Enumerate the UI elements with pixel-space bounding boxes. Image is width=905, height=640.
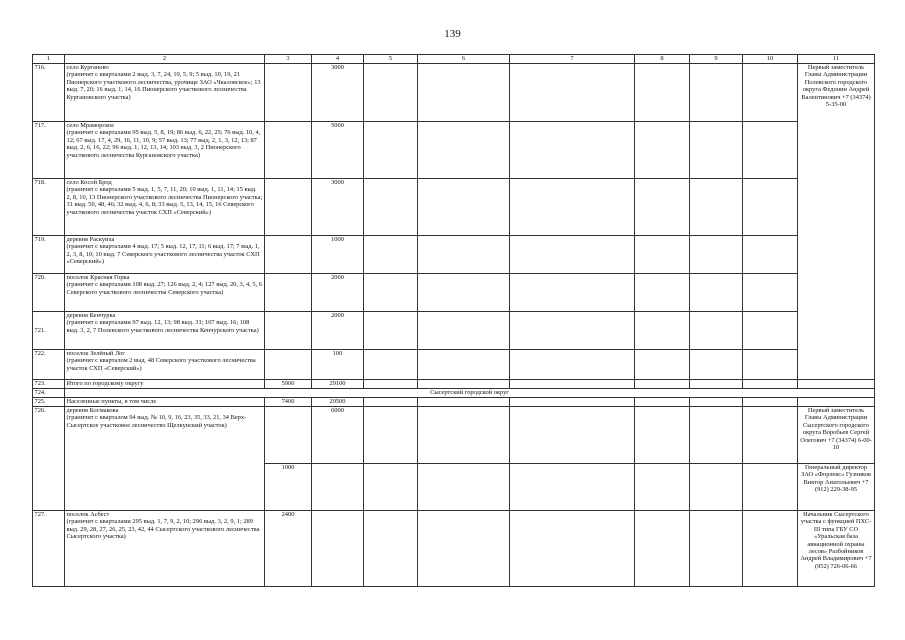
row-number: 721. (33, 312, 65, 350)
table-row (33, 64, 875, 122)
settlement-cell (65, 407, 265, 511)
table-row (33, 350, 875, 380)
value-cell: 2000 (312, 274, 364, 312)
boundary-description: (граничит с кварталами 108 выд. 27; 126 выд. 2, 4; 127 выд. 20, 3, 4, 5, 6 Северского участкового лесничества Северского участка) (66, 281, 262, 296)
table-row (33, 398, 875, 407)
column-header: 8 (635, 55, 690, 64)
value-cell: 5000 (312, 122, 364, 179)
responsible-contact: Первый заместитель Главы Администрации Сысертского городского округа Воробьев Сергей Олегович +7 (34374) 6-00-10 (798, 407, 875, 464)
boundary-description: (граничит с кварталом 94 выд. № 10, 9, 16, 23, 35, 33, 21, 34 Верх-Сысертское участковое лесничество Щелкунский участок) (66, 414, 247, 429)
column-header: 11 (798, 55, 875, 64)
row-number: 724. (33, 389, 65, 398)
table-row (33, 407, 875, 464)
responsible-contact: Первый заместитель Главы Администрации Полевского городского округа Федонин Андрей Валентинович +7 (34374) 5-35-00 (798, 64, 875, 380)
boundary-description: (граничит с кварталами 2 выд. 3, 7, 24, 10, 5, 9; 5 выд. 10, 19, 21 Пионерского участкового лесничества, урочище ЗАО «Чкаловское»; 13 выд. 7, 20; 16 выд. 1, 14, 16 Пионерского участкового лесничества Кургановского участка) (66, 71, 261, 101)
column-header: 4 (312, 55, 364, 64)
value-cell: 7400 (265, 398, 312, 407)
settlement-name: поселок Красная Горка (66, 274, 130, 281)
settlement-cell (65, 236, 265, 274)
row-number: 719. (33, 236, 65, 274)
value-cell: 29100 (312, 380, 364, 389)
value-cell: 6000 (312, 407, 364, 464)
value-cell: 2000 (312, 312, 364, 350)
table-row (33, 179, 875, 236)
forest-fire-table (32, 54, 875, 587)
column-header: 9 (690, 55, 743, 64)
row-number: 720. (33, 274, 65, 312)
settlement-name: деревня Космакова (66, 407, 119, 414)
table-row (33, 380, 875, 389)
settlement-cell (65, 179, 265, 236)
boundary-description: (граничит с кварталом 2 выд. 48 Северского участкового лесничества участок СХП «Северский») (66, 357, 256, 372)
total-label: Итого по городскому округу (65, 380, 265, 389)
boundary-description: (граничит с кварталами 97 выд. 12, 13; 98 выд. 31; 107 выд. 16; 108 выд. 3, 2, 7 Полевского участкового лесничества Кенчурского участка) (66, 319, 259, 334)
table-row (33, 389, 875, 398)
column-header: 10 (743, 55, 798, 64)
settlement-cell (65, 122, 265, 179)
boundary-description: (граничит с кварталами 5 выд. 1, 5, 7, 11, 20; 10 выд. 1, 11, 14; 15 выд. 2, 8, 10, 13 Пионерского участкового лесничества Пионерского участка; 31 выд. 50, 48, 46; 32 выд. 4, 6, 8; 33 выд. 5, 13, 14, 15, 16 Северского участкового лесничества участок СХП «Северский») (66, 186, 263, 216)
value-cell: 3000 (312, 64, 364, 122)
column-header: 3 (265, 55, 312, 64)
boundary-description: (граничит с кварталами 295 выд. 1, 7, 9, 2, 10; 296 выд. 3, 2, 9, 1; 289 выд. 29, 28, 27, 26, 25, 23, 42, 44 Сысертского участкового лесничества Сысертского участка) (66, 518, 260, 541)
column-header: 1 (33, 55, 65, 64)
value-cell: 29500 (312, 398, 364, 407)
settlement-name: село Косой Брод (66, 179, 112, 186)
page-number: 139 (444, 28, 461, 40)
column-header: 6 (418, 55, 510, 64)
value-cell: 5900 (265, 380, 312, 389)
section-heading: Сысертский городской округ (65, 389, 875, 398)
row-number: 722. (33, 350, 65, 380)
table-row (33, 122, 875, 179)
table-row (33, 511, 875, 587)
value-cell: 1000 (265, 464, 312, 511)
table-row (33, 312, 875, 350)
column-header: 5 (364, 55, 418, 64)
value-cell: 1000 (312, 236, 364, 274)
settlement-cell (65, 511, 265, 587)
settlement-name: деревня Кенчурка (66, 312, 116, 319)
table-row (33, 236, 875, 274)
settlement-name: Населенные пункты, в том числе (65, 398, 265, 407)
column-header: 7 (510, 55, 635, 64)
row-number: 725. (33, 398, 65, 407)
row-number: 717. (33, 122, 65, 179)
value-cell: 100 (312, 350, 364, 380)
settlement-cell (65, 64, 265, 122)
value-cell: 2400 (265, 511, 312, 587)
row-number: 718. (33, 179, 65, 236)
responsible-contact: Начальник Сысертского участка с функцией ПХС-III типа ГБУ СО «Уральская база авиационной охраны лесов» Разбойников Андрей Владимирович +7 (952) 726-06-66 (798, 511, 875, 587)
row-number: 726. (33, 407, 65, 511)
settlement-name: поселок Зелёный Лог (66, 350, 125, 357)
value-cell: 3000 (312, 179, 364, 236)
settlement-cell (65, 312, 265, 350)
settlement-name: поселок Асбест (66, 511, 110, 518)
table-header-row (33, 55, 875, 64)
settlement-name: село Курганово (66, 64, 109, 71)
boundary-description: (граничит с кварталами 4 выд. 17; 5 выд. 12, 17, 11; 6 выд. 17; 7 выд. 1, 2, 3, 8, 10; 10 выд. 7 Северского участкового лесничества участок СХП «Северский») (66, 243, 260, 266)
boundary-description: (граничит с кварталами 95 выд. 5, 8, 19; 86 выд. 6, 22, 25; 76 выд. 10, 4, 12; 67 выд. 17, 4, 29, 16, 11, 10, 9; 57 выд. 13; 77 выд. 2, 1, 3, 12, 13; 87 выд. 2, 6, 16, 22; 96 выд. 1, 12, 13, 14; 103 выд. 3, 2 Пионерского участкового лесничества Кургановского участка) (66, 129, 261, 159)
row-number: 727. (33, 511, 65, 587)
column-header: 2 (65, 55, 265, 64)
settlement-cell (65, 350, 265, 380)
row-number: 723. (33, 380, 65, 389)
settlement-name: село Мраморское (66, 122, 115, 129)
settlement-name: деревня Раскуиха (66, 236, 115, 243)
responsible-contact: Генеральный директор ЗАО «Форлекс» Гузников Виктор Анатольевич +7 (912) 229-38-95 (798, 464, 875, 511)
table-row (33, 274, 875, 312)
row-number: 716. (33, 64, 65, 122)
settlement-cell (65, 274, 265, 312)
